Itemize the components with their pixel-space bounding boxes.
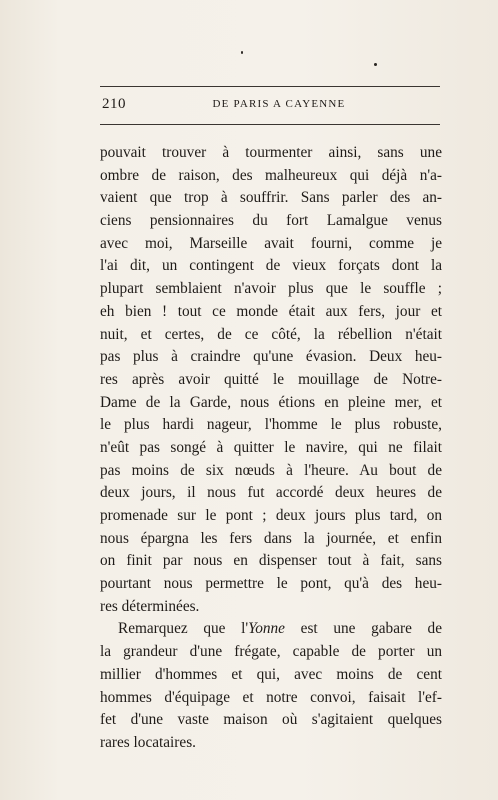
text-line: ombre de raison, des malheureux qui déjà n'a- [100,166,442,184]
text-line: fet d'une vaste maison où s'agitaient quelques [100,711,442,729]
text-line: deux jours, il nous fut accordé deux heures de [100,484,442,502]
text-line: res après avoir quitté le mouillage de Notre- [100,370,442,388]
text-line: eh bien ! tout ce monde était aux fers, jour et [100,302,442,320]
page-number: 210 [102,96,126,112]
text-line: pas moins de six nœuds à l'heure. Au bout de [100,461,442,479]
ink-speck [374,63,377,66]
header-bottom-rule [100,124,440,125]
text-line: la grandeur d'une frégate, capable de porter un [100,643,442,661]
text-line: promenade sur le pont ; deux jours plus tard, on [100,507,442,524]
text-line: n'eût pas songé à quitter le navire, qui ne filait [100,438,442,456]
text-line: res déterminées. [100,597,200,615]
text-run: Remarquez que l' [118,620,249,638]
text-line: le plus hardi nageur, l'homme le plus robuste, [100,416,442,434]
text-line: ciens pensionnaires du fort Lamalgue venus [100,212,442,230]
text-line: vaient que trop à souffrir. Sans parler des an- [100,189,442,207]
text-line: Dame de la Garde, nous étions en pleine mer, et [100,393,442,411]
text-line: nuit, et certes, de ce côté, la rébellion n'était [100,325,442,343]
text-line: l'ai dit, un contingent de vieux forçats dont la [100,257,442,275]
text-line: nous épargna les fers dans la journée, et enfin [100,529,442,547]
text-line: rares locataires. [100,733,196,751]
running-title: DE PARIS A CAYENNE [212,98,346,110]
text-line: hommes d'équipage et notre convoi, faisait l'ef- [100,688,442,706]
text-line: on finit par nous en dispenser tout à fait, sans [100,552,442,570]
text-line [100,618,442,641]
text-line: plupart semblaient n'avoir plus que le souffle ; [100,280,442,298]
running-header [100,92,440,114]
paragraph-1 [100,142,442,618]
header-top-rule [100,86,440,87]
text-line: pourtant nous permettre le pont, qu'à des heu- [100,575,442,593]
paragraph-2 [100,618,442,754]
text-line: pas plus à craindre qu'une évasion. Deux heu- [100,348,442,366]
ship-name: Yonne [248,620,285,638]
body-text [100,142,442,755]
text-line: pouvait trouver à tourmenter ainsi, sans une [100,144,442,161]
text-run: est une gabare de [284,620,442,638]
text-line: avec moi, Marseille avait fourni, comme je [100,234,442,252]
ink-speck [241,51,243,54]
text-line: millier d'hommes et qui, avec moins de cent [100,665,442,683]
